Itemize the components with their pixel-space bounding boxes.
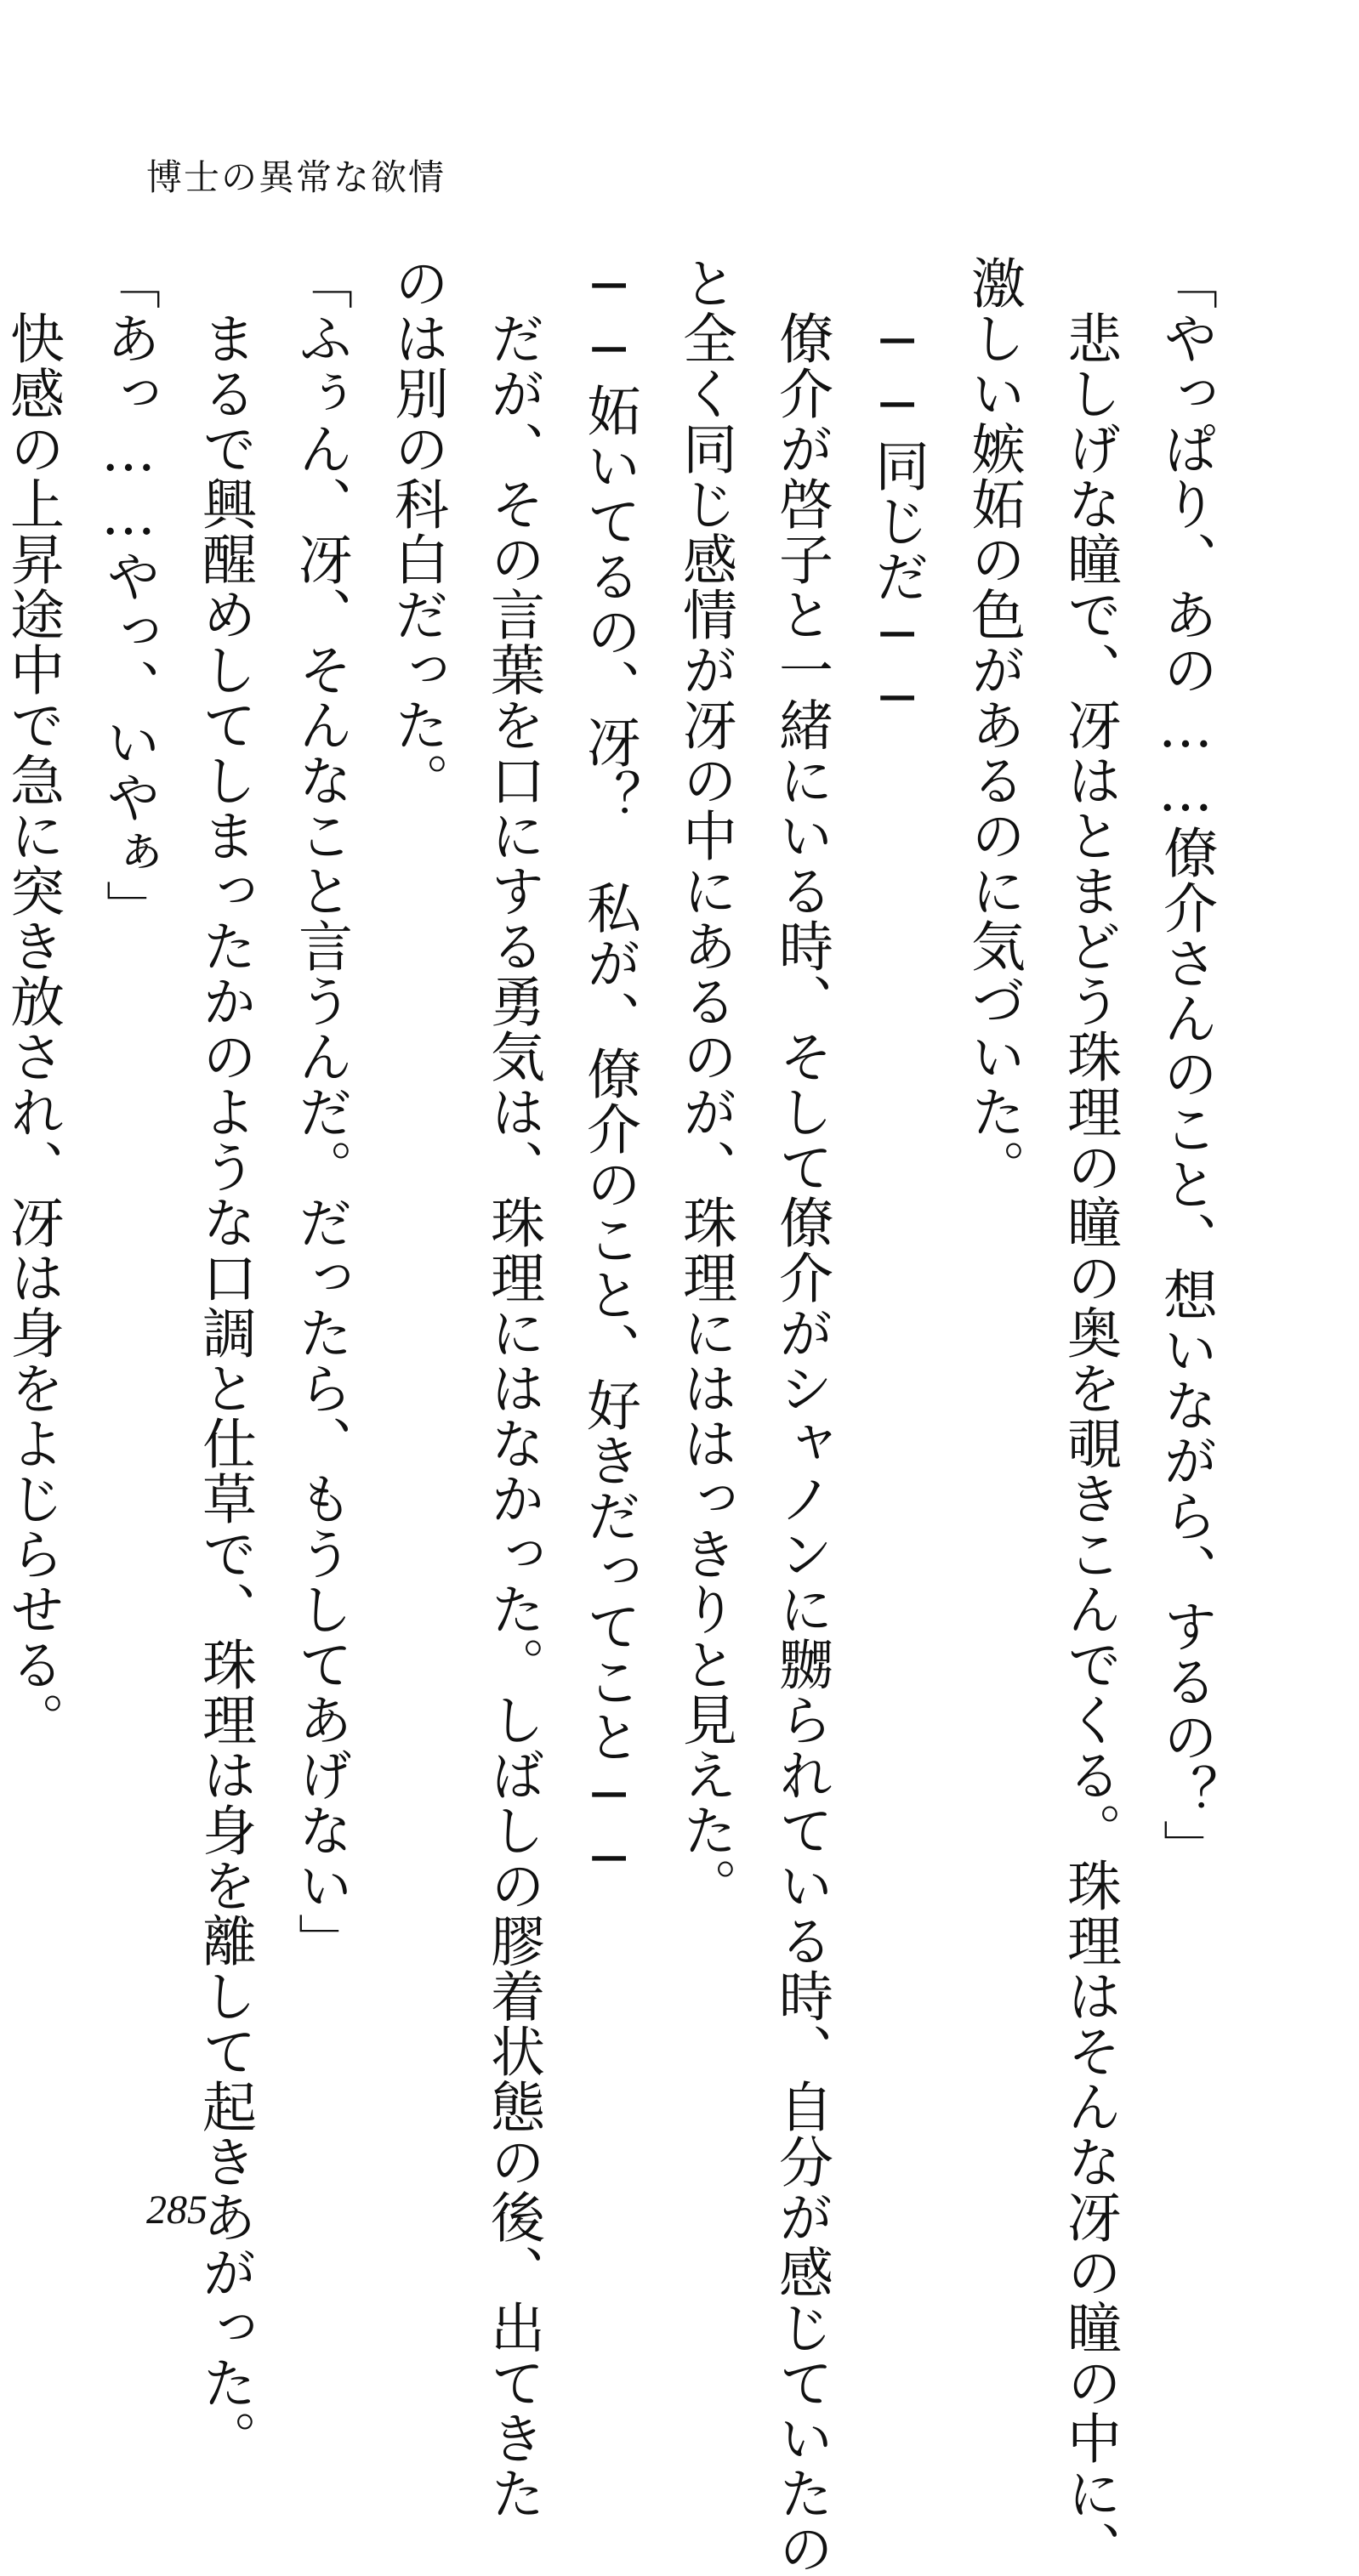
text-line: 激しい嫉妬の色があるのに気づいた。 (962, 255, 1025, 1194)
text-line: ──同じだ── (866, 255, 929, 731)
text-line: まるで興醒めしてしまったかのような口調と仕草で、珠理は身を離して起きあがった。 (193, 255, 256, 2465)
text-line: だが、その言葉を口にする勇気は、珠理にはなかった。しばしの膠着状態の後、出てきた (481, 255, 544, 2521)
page-number: 285 (146, 2187, 208, 2233)
text-line: と全く同じ感情が冴の中にあるのが、珠理にははっきりと見えた。 (674, 255, 736, 1913)
text-line: 「やっぱり、あの……僚介さんのこと、想いながら、するの？」 (1154, 255, 1217, 1875)
text-line: 快感の上昇途中で急に突き放され、冴は身をよじらせる。 (1, 255, 64, 1747)
text-line: のは別の科白だった。 (385, 255, 448, 808)
text-line: 僚介が啓子と一緒にいる時、そして僚介がシャノンに嬲られている時、自分が感じていたの (770, 255, 833, 2576)
text-line: 悲しげな瞳で、冴はとまどう珠理の瞳の奥を覗きこんでくる。珠理はそんな冴の瞳の中に、 (1058, 255, 1121, 2576)
text-line: 「ふぅん、冴、そんなこと言うんだ。だったら、もうしてあげない」 (289, 255, 352, 1968)
text-line: ──妬いてるの、冴？ 私が、僚介のこと、好きだってこと── (577, 255, 640, 1892)
running-title: 博士の異常な欲情 (146, 156, 446, 198)
text-line: 「あっ……やっ、いやぁ」 (97, 255, 160, 935)
